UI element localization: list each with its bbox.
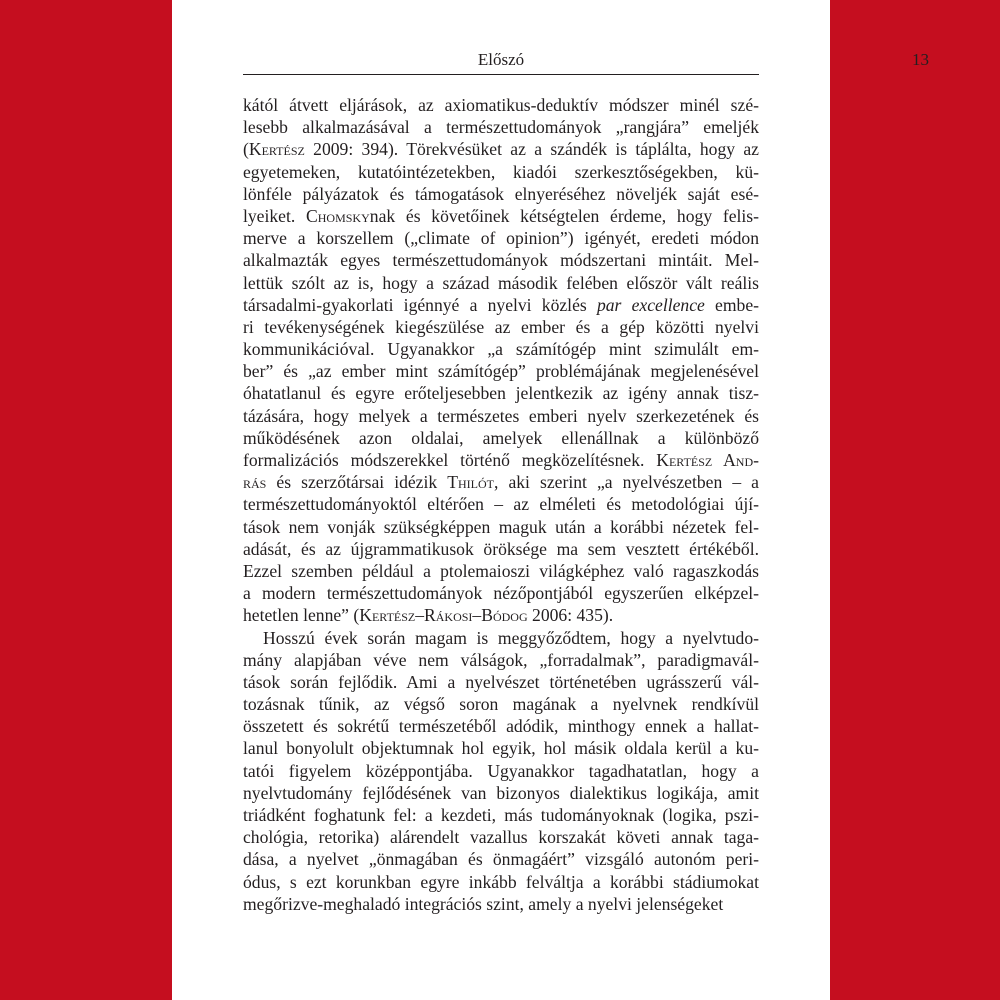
author-name: Thilót [447,472,494,493]
text-run: természettudományoktól eltérően – az elméleti és metodológiai újí- [243,494,759,515]
text-line [243,871,759,893]
emphasis: par excellence [596,294,705,315]
text-line [243,427,759,449]
text-run: chológia, retorika) alárendelt vazallus korszakát követi annak taga- [243,827,759,848]
page-number: 13 [912,50,929,69]
running-head [243,47,929,73]
text-run: alkalmazták egyes természettudományok módszertani mintáit. Mel- [243,250,759,271]
text-line [243,382,759,404]
author-name: rás [243,472,267,493]
text-line [243,826,759,848]
text-line [243,294,759,316]
text-line [243,138,759,160]
text-run: lanul bonyolult objektumnak hol egyik, hol másik oldala kerül a ku- [243,738,759,759]
paragraph [243,94,759,627]
text-run: ( [243,139,249,160]
text-line [243,161,759,183]
author-name: Chomsky [306,205,370,226]
text-line [243,671,759,693]
text-line [243,737,759,759]
text-run: működésének azon oldalai, amelyek ellenállnak a különböző [243,427,759,448]
text-run: ri tevékenységének kiegészülése az ember és a gép közötti nyelvi [243,316,759,337]
text-line [243,116,759,138]
text-line [243,604,759,626]
author-name: Kertész And- [656,450,759,470]
text-run: és szerzőtársai idézik [266,472,448,493]
body-text [243,94,759,915]
text-run: , aki szerint „a nyelvészetben – a [494,472,759,493]
text-run: kommunikációval. Ugyanakkor „a számítógép mint szimulált em- [243,339,759,360]
text-line [243,582,759,604]
text-run: dása, a nyelvet „önmagában és önmagáért” vizsgáló autonóm peri- [243,849,759,870]
text-line [243,471,759,493]
text-run: összetett és sokrétű természetéből adódik, minthogy ennek a hallat- [243,716,759,737]
text-run: tázására, hogy melyek a természetes emberi nyelv szerkezetének és [243,405,759,426]
text-line [243,538,759,560]
header-rule [243,74,759,75]
text-line [243,360,759,382]
text-run: lyeiket. [243,205,307,226]
text-run: tások során fejlődik. Ami a nyelvészet történetében ugrásszerű vál- [243,671,759,692]
text-run: merve a korszellem („climate of opinion”) igényét, eredeti módon [243,228,759,249]
text-run: embe- [704,294,759,315]
text-line [243,205,759,227]
text-run: tozásnak tűnik, az végső soron magának a nyelvnek rendkívül [243,694,759,715]
text-run: tatói figyelem középpontjába. Ugyanakkor tagadhatatlan, hogy a [243,760,759,781]
text-line [243,782,759,804]
text-run: mány alapjában véve nem válságok, „forradalmak”, paradigmavál- [243,649,759,670]
text-line [243,516,759,538]
text-line [243,848,759,870]
text-run: Hosszú évek során magam is meggyőződtem, hogy a nyelvtudo- [263,627,759,648]
text-run: lönféle pályázatok és támogatások elnyeréséhez növeljék saját esé- [243,183,759,204]
author-name: Kertész–Rákosi–Bódog [359,605,528,626]
text-run: triádként foghatunk fel: a kezdeti, más tudományoknak (logika, pszi- [243,805,759,825]
text-line [243,893,759,915]
text-run: tások nem vonják szükségképpen maguk után a korábbi nézetek fel- [243,516,759,537]
text-run: társadalmi-gyakorlati igénnyé a nyelvi közlés [243,294,597,315]
text-run: 2009: 394). Törekvésüket az a szándék is táplálta, hogy az [304,139,759,160]
text-line [243,249,759,271]
chapter-title: Előszó [477,50,525,69]
text-run: formalizációs módszerekkel történő megközelítésnek. [243,450,657,470]
text-line [243,693,759,715]
author-name: Kertész [248,139,305,160]
text-run: lettük szólt az is, hogy a század második felében először vált reális [243,272,759,293]
text-run: hetetlen lenne” ( [243,605,360,626]
text-run: Ezzel szemben például a ptolemaioszi világképhez való ragaszkodás [243,560,759,581]
text-line [243,560,759,582]
text-run: nak és követőinek kétségtelen érdeme, hogy felis- [369,205,759,226]
paragraph [243,627,759,915]
text-line [243,760,759,782]
text-run: adását, és az újgrammatikusok öröksége ma sem vesztett értékéből. [243,538,759,559]
text-line [243,183,759,205]
book-page [172,0,929,1000]
text-line [243,493,759,515]
text-line [243,449,759,471]
text-line [243,804,759,826]
text-run: egyetemeken, kutatóintézetekben, kiadói szerkesztőségekben, kü- [243,161,759,182]
text-line [243,649,759,671]
text-line [243,316,759,338]
text-run: nyelvtudomány fejlődésének van bizonyos dialektikus logikája, amit [243,782,759,803]
text-line [243,405,759,427]
text-run: 2006: 435). [527,605,614,626]
text-run: megőrizve-meghaladó integrációs szint, amely a nyelvi jelenségeket [243,893,724,914]
text-line [243,627,759,649]
text-line [243,94,759,116]
text-run: kától átvett eljárások, az axiomatikus-deduktív módszer minél szé- [243,95,759,115]
text-line [243,227,759,249]
text-run: a modern természettudományok nézőpontjából egyszerűen elképzel- [243,583,759,604]
text-run: óhatatlanul és egyre erőteljesebben jelentkezik az igény annak tisz- [243,383,759,404]
text-line [243,272,759,294]
text-run: ódus, s ezt korunkban egyre inkább felváltja a korábbi stádiumokat [243,871,759,892]
text-line [243,715,759,737]
text-line [243,338,759,360]
text-run: lesebb alkalmazásával a természettudományok „rangjára” emeljék [243,117,759,138]
text-run: ber” és „az ember mint számítógép” problémájának megjelenésével [243,361,759,382]
